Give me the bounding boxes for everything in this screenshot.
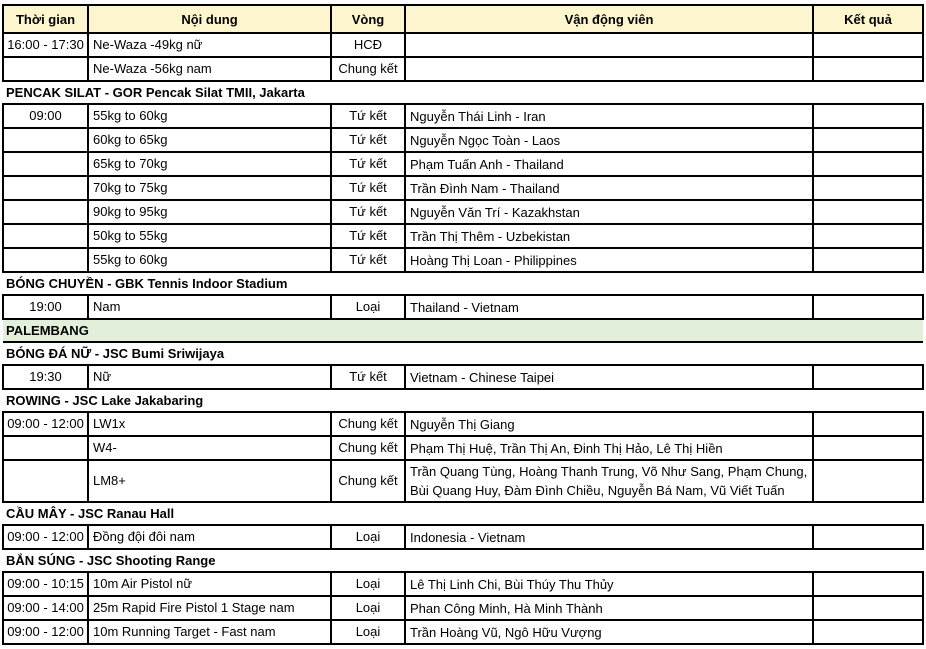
cell-time [3, 152, 88, 176]
table-body [3, 33, 923, 644]
cell-result [813, 572, 923, 596]
table-row [3, 620, 923, 644]
cell-result [813, 176, 923, 200]
sport-section-label: BÓNG CHUYỀN - GBK Tennis Indoor Stadium [3, 272, 923, 295]
sport-section-label: BẮN SÚNG - JSC Shooting Range [3, 549, 923, 572]
cell-time [3, 200, 88, 224]
cell-athletes: Trần Quang Tùng, Hoàng Thanh Trung, Võ Như Sang, Phạm Chung, Bùi Quang Huy, Đàm Đình Chiều, Nguyễn Bá Nam, Vũ Viết Tuấn [405, 460, 813, 502]
cell-event: 50kg to 55kg [88, 224, 331, 248]
cell-time: 09:00 [3, 104, 88, 128]
column-header-event: Nội dung [88, 5, 331, 33]
cell-event: Đồng đội đôi nam [88, 525, 331, 549]
cell-event: 60kg to 65kg [88, 128, 331, 152]
cell-round: Loại [331, 572, 405, 596]
cell-time [3, 57, 88, 81]
cell-athletes: Trần Hoàng Vũ, Ngô Hữu Vượng [405, 620, 813, 644]
cell-time [3, 460, 88, 502]
cell-athletes: Nguyễn Thị Giang [405, 412, 813, 436]
cell-athletes: Trần Đình Nam - Thailand [405, 176, 813, 200]
cell-event: 25m Rapid Fire Pistol 1 Stage nam [88, 596, 331, 620]
cell-result [813, 295, 923, 319]
cell-athletes: Phạm Tuấn Anh - Thailand [405, 152, 813, 176]
sport-section-label: PENCAK SILAT - GOR Pencak Silat TMII, Jakarta [3, 81, 923, 104]
cell-athletes [405, 57, 813, 81]
cell-event: 10m Air Pistol nữ [88, 572, 331, 596]
cell-event: LM8+ [88, 460, 331, 502]
cell-time: 09:00 - 12:00 [3, 525, 88, 549]
table-row [3, 460, 923, 502]
cell-round: Loại [331, 525, 405, 549]
cell-time [3, 176, 88, 200]
cell-round: Tứ kết [331, 152, 405, 176]
cell-event: Nữ [88, 365, 331, 389]
sport-section-row [3, 502, 923, 525]
cell-event: Nam [88, 295, 331, 319]
cell-result [813, 248, 923, 272]
cell-round: Tứ kết [331, 104, 405, 128]
column-header-round: Vòng [331, 5, 405, 33]
cell-event: 70kg to 75kg [88, 176, 331, 200]
sport-section-label: CẦU MÂY - JSC Ranau Hall [3, 502, 923, 525]
cell-round: Tứ kết [331, 200, 405, 224]
table-row [3, 128, 923, 152]
cell-result [813, 365, 923, 389]
cell-time: 09:00 - 10:15 [3, 572, 88, 596]
column-header-result: Kết quả [813, 5, 923, 33]
table-row [3, 295, 923, 319]
cell-round: Chung kết [331, 436, 405, 460]
table-row [3, 152, 923, 176]
cell-round: Loại [331, 620, 405, 644]
sport-section-row [3, 272, 923, 295]
cell-result [813, 128, 923, 152]
cell-athletes: Lê Thị Linh Chi, Bùi Thúy Thu Thủy [405, 572, 813, 596]
cell-round: Tứ kết [331, 128, 405, 152]
sport-section-row [3, 389, 923, 412]
cell-athletes [405, 33, 813, 57]
schedule-table [2, 4, 924, 645]
cell-athletes: Nguyễn Thái Linh - Iran [405, 104, 813, 128]
cell-round: Tứ kết [331, 365, 405, 389]
cell-time [3, 128, 88, 152]
cell-round: Tứ kết [331, 176, 405, 200]
cell-event: W4- [88, 436, 331, 460]
schedule-page [0, 4, 926, 649]
table-row [3, 365, 923, 389]
cell-round: Tứ kết [331, 224, 405, 248]
cell-athletes: Hoàng Thị Loan - Philippines [405, 248, 813, 272]
cell-result [813, 200, 923, 224]
table-row [3, 412, 923, 436]
cell-result [813, 224, 923, 248]
table-row [3, 525, 923, 549]
cell-event: 55kg to 60kg [88, 104, 331, 128]
cell-time: 16:00 - 17:30 [3, 33, 88, 57]
cell-round: Chung kết [331, 460, 405, 502]
table-row [3, 200, 923, 224]
cell-time: 09:00 - 12:00 [3, 620, 88, 644]
cell-time [3, 224, 88, 248]
cell-result [813, 152, 923, 176]
cell-round: Chung kết [331, 57, 405, 81]
cell-result [813, 104, 923, 128]
cell-athletes: Indonesia - Vietnam [405, 525, 813, 549]
cell-result [813, 412, 923, 436]
cell-athletes: Nguyễn Văn Trí - Kazakhstan [405, 200, 813, 224]
table-row [3, 224, 923, 248]
sport-section-label: ROWING - JSC Lake Jakabaring [3, 389, 923, 412]
table-header [3, 5, 923, 33]
cell-event: LW1x [88, 412, 331, 436]
table-row [3, 104, 923, 128]
cell-result [813, 596, 923, 620]
table-row [3, 57, 923, 81]
cell-athletes: Nguyễn Ngọc Toàn - Laos [405, 128, 813, 152]
cell-round: HCĐ [331, 33, 405, 57]
cell-athletes: Trần Thị Thêm - Uzbekistan [405, 224, 813, 248]
cell-round: Chung kết [331, 412, 405, 436]
table-row [3, 436, 923, 460]
cell-event: 90kg to 95kg [88, 200, 331, 224]
cell-time: 09:00 - 14:00 [3, 596, 88, 620]
city-header-label: PALEMBANG [3, 319, 923, 342]
sport-section-row [3, 81, 923, 104]
cell-event: 65kg to 70kg [88, 152, 331, 176]
cell-athletes: Thailand - Vietnam [405, 295, 813, 319]
header-row [3, 5, 923, 33]
column-header-time: Thời gian [3, 5, 88, 33]
cell-result [813, 436, 923, 460]
cell-time: 09:00 - 12:00 [3, 412, 88, 436]
cell-event: 10m Running Target - Fast nam [88, 620, 331, 644]
cell-athletes: Phan Công Minh, Hà Minh Thành [405, 596, 813, 620]
cell-event: 55kg to 60kg [88, 248, 331, 272]
sport-section-row [3, 342, 923, 365]
city-header-row [3, 319, 923, 342]
cell-result [813, 460, 923, 502]
table-row [3, 572, 923, 596]
cell-time: 19:00 [3, 295, 88, 319]
table-row [3, 176, 923, 200]
cell-athletes: Vietnam - Chinese Taipei [405, 365, 813, 389]
cell-round: Tứ kết [331, 248, 405, 272]
table-row [3, 596, 923, 620]
sport-section-row [3, 549, 923, 572]
cell-result [813, 620, 923, 644]
cell-time: 19:30 [3, 365, 88, 389]
cell-result [813, 57, 923, 81]
cell-round: Loại [331, 295, 405, 319]
table-row [3, 248, 923, 272]
cell-result [813, 33, 923, 57]
cell-result [813, 525, 923, 549]
column-header-athletes: Vận động viên [405, 5, 813, 33]
cell-time [3, 436, 88, 460]
table-row [3, 33, 923, 57]
cell-round: Loại [331, 596, 405, 620]
cell-event: Ne-Waza -49kg nữ [88, 33, 331, 57]
cell-event: Ne-Waza -56kg nam [88, 57, 331, 81]
cell-athletes: Phạm Thị Huệ, Trần Thị An, Đinh Thị Hảo, Lê Thị Hiền [405, 436, 813, 460]
sport-section-label: BÓNG ĐÁ NỮ - JSC Bumi Sriwijaya [3, 342, 923, 365]
cell-time [3, 248, 88, 272]
